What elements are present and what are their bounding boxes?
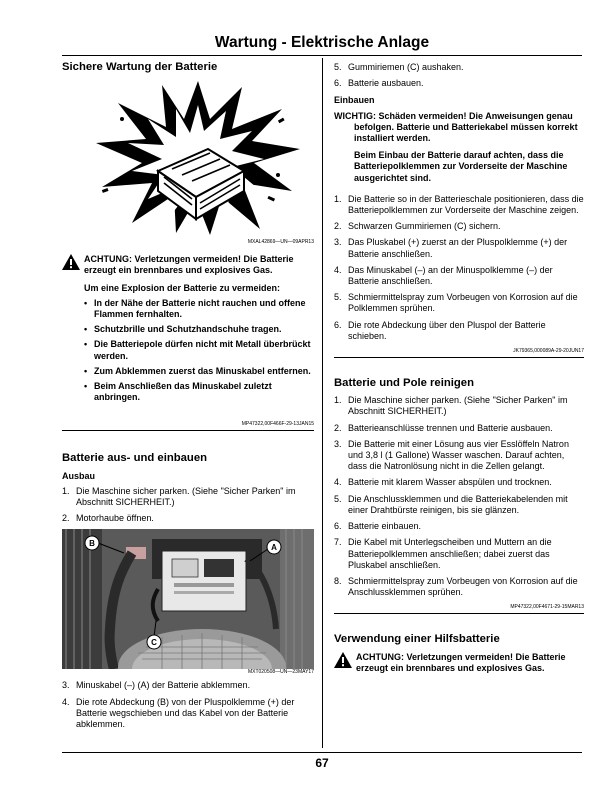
right-column <box>334 62 584 674</box>
step-text: Die Batterie mit einer Lösung aus vier Esslöffeln Natron und 3,8 l (1 Gallone) Wasser waschen. Darauf achten, dass die Natronlösung nicht in die Zellen gelangt. <box>348 438 569 472</box>
reference-code: JK79365,000089A-29-20JUN17 <box>513 348 584 355</box>
step-number: 5. <box>334 62 342 72</box>
step-text: Die Maschine sicher parken. (Siehe "Sicher Parken" im Abschnitt SICHERHEIT.) <box>76 485 296 508</box>
step-number: 2. <box>334 221 342 232</box>
important-continued: Beim Einbau der Batterie darauf achten, dass die Batteriepolklemmen zur Vorderseite der Maschine ausgerichtet sind. <box>354 150 568 183</box>
warning-triangle-icon <box>62 254 80 270</box>
callout-label-a: A <box>271 543 277 553</box>
step-number: 4. <box>334 477 342 488</box>
step-text: Schwarzen Gummiriemen (C) sichern. <box>348 221 501 232</box>
install-steps <box>334 194 584 342</box>
step-text: Minuskabel (–) (A) der Batterie abklemmen. <box>76 680 251 691</box>
step-number: 1. <box>62 485 70 496</box>
list-item <box>334 62 584 73</box>
battery-explosion-icon <box>92 79 304 239</box>
section-title-clean-battery: Batterie und Pole reinigen <box>334 377 474 390</box>
reference-code: MP47322,00F466F-29-13JAN15 <box>241 421 314 428</box>
step-number: 6. <box>334 521 342 532</box>
list-item <box>334 494 584 516</box>
list-item <box>334 221 584 232</box>
step-number: 8. <box>334 575 342 586</box>
list-item <box>334 78 584 89</box>
step-text: Schmiermittelspray zum Vorbeugen von Korrosion auf die Polklemmen sprühen. <box>348 292 578 314</box>
step-number: 4. <box>62 696 70 707</box>
list-item <box>334 576 584 598</box>
list-item <box>334 439 584 473</box>
step-text: Die Maschine sicher parken. (Siehe "Sicher Parken" im Abschnitt SICHERHEIT.) <box>348 395 568 417</box>
battery-compartment-image <box>62 529 314 669</box>
step-text: Batterie mit klarem Wasser abspülen und trocknen. <box>348 477 552 488</box>
step-number: 4. <box>334 264 342 275</box>
section-rule <box>334 613 584 614</box>
warning-block <box>62 254 314 403</box>
list-item <box>334 477 584 488</box>
step-number: 3. <box>62 680 70 691</box>
step-number: 7. <box>334 537 342 548</box>
callout-label-b: B <box>89 539 95 549</box>
step-number: 6. <box>334 319 342 330</box>
list-item <box>334 320 584 342</box>
subsection-title-removal: Ausbau <box>62 470 96 481</box>
list-item: • Beim Anschließen das Minuskabel zuletzt anbringen. <box>84 381 314 403</box>
step-text: Die rote Abdeckung (B) von der Pluspolklemme (+) der Batterie wegschieben und das Kabel von der Batterie abklemmen. <box>76 696 295 730</box>
step-number: 6. <box>334 78 342 89</box>
removal-steps <box>62 486 314 525</box>
step-text: Gummiriemen (C) aushaken. <box>348 62 464 72</box>
reference-code: MP47322,00F4671-29-15MAR13 <box>510 604 584 611</box>
list-item <box>334 194 584 216</box>
left-column <box>62 62 314 735</box>
callout-label-c: C <box>151 638 157 648</box>
subsection-title-install: Einbauen <box>334 95 375 106</box>
list-item: • In der Nähe der Batterie nicht rauchen und offene Flammen fernhalten. <box>84 298 314 320</box>
step-text: Die Anschlussklemmen und die Batteriekabelenden mit einer Drahtbürste reinigen, bis sie glänzen. <box>348 493 568 515</box>
list-item <box>334 395 584 417</box>
warning-bullets <box>84 298 314 404</box>
warning-heading: ACHTUNG: Verletzungen vermeiden! Die Batterie erzeugt ein brennbares und explosives Gas. <box>356 651 566 673</box>
warning-block <box>334 652 584 674</box>
step-text: Das Minuskabel (–) an der Minuspolklemme (–) der Batterie anschließen. <box>348 264 553 287</box>
footer-rule <box>62 752 582 753</box>
important-lead: WICHTIG: Schäden vermeiden! Die Anweisungen genau befolgen. Batterie und Batteriekabel müssen korrekt installiert werden. <box>334 110 578 144</box>
step-text: Das Pluskabel (+) zuerst an der Pluspolklemme (+) der Batterie anschließen. <box>348 237 568 259</box>
step-text: Batterie einbauen. <box>348 521 422 532</box>
warning-heading: ACHTUNG: Verletzungen vermeiden! Die Batterie erzeugt ein brennbares und explosives Gas. <box>84 254 294 276</box>
step-text: Die Kabel mit Unterlegscheiben und Muttern an die Batteriepolklemmen anschließen; dabei zuerst das Pluskabel anschließen. <box>348 537 552 570</box>
step-number: 5. <box>334 493 342 504</box>
page-number: 67 <box>315 756 329 770</box>
figure-caption: MXAL42869—UN—09APR13 <box>247 239 314 246</box>
list-item <box>334 537 584 571</box>
step-number: 2. <box>62 513 70 524</box>
step-number: 3. <box>334 237 342 248</box>
removal-steps-continued <box>62 680 314 730</box>
list-item: • Die Batteriepole dürfen nicht mit Metall überbrückt werden. <box>84 339 314 361</box>
warning-subheading: Um eine Explosion der Batterie zu vermeiden: <box>84 282 281 293</box>
step-text: Batterieanschlüsse trennen und Batterie ausbauen. <box>348 422 553 433</box>
list-item <box>334 423 584 434</box>
list-item <box>334 292 584 314</box>
list-item <box>334 265 584 287</box>
title-rule <box>62 55 582 56</box>
list-item <box>334 237 584 259</box>
step-text: Schmiermittelspray zum Vorbeugen von Korrosion auf die Anschlussklemmen sprühen. <box>348 575 578 598</box>
list-item <box>62 513 314 524</box>
step-number: 1. <box>334 395 342 406</box>
important-notice <box>334 111 584 184</box>
section-rule <box>334 357 584 358</box>
figure-caption: MXT020508—UN—23MAY17 <box>247 669 314 676</box>
list-item: • Zum Abklemmen zuerst das Minuskabel entfernen. <box>84 366 314 377</box>
list-item <box>334 521 584 532</box>
list-item: • Schutzbrille und Schutzhandschuhe tragen. <box>84 324 314 335</box>
battery-photo <box>62 529 314 669</box>
list-item <box>62 486 314 508</box>
list-item <box>62 680 314 691</box>
step-text: Motorhaube öffnen. <box>76 513 154 524</box>
step-text: Batterie ausbauen. <box>348 78 424 89</box>
step-number: 5. <box>334 292 342 303</box>
page-title: Wartung - Elektrische Anlage <box>214 34 430 51</box>
step-text: Die Batterie so in der Batterieschale positionieren, dass die Batteriepolklemmen zur Vorderseite der Maschine zeigen. <box>348 193 584 216</box>
column-divider <box>322 58 323 748</box>
list-item <box>62 697 314 731</box>
step-number: 1. <box>334 193 342 204</box>
section-title-jump-start: Verwendung einer Hilfsbatterie <box>334 633 500 646</box>
section-title-remove-install: Batterie aus- und einbauen <box>62 452 208 465</box>
section-title-battery-safety: Sichere Wartung der Batterie <box>62 61 218 73</box>
explosion-illustration <box>62 79 314 239</box>
step-number: 2. <box>334 422 342 433</box>
section-rule <box>62 430 314 431</box>
removal-steps-end <box>334 62 584 89</box>
warning-triangle-icon <box>334 652 352 668</box>
cleaning-steps <box>334 395 584 598</box>
step-number: 3. <box>334 438 342 449</box>
step-text: Die rote Abdeckung über den Pluspol der Batterie schieben. <box>348 319 546 341</box>
